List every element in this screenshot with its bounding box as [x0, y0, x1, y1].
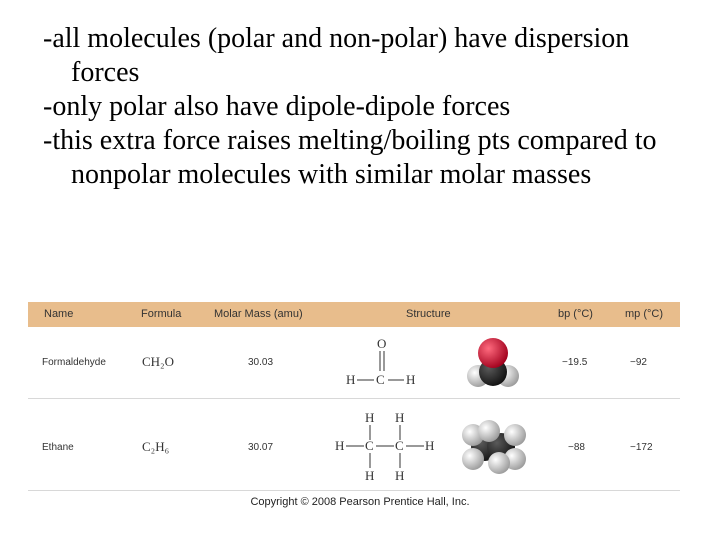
row-formula: CH₂O [142, 354, 174, 369]
row-mp: −92 [630, 357, 647, 368]
row-mp: −172 [630, 442, 653, 453]
svg-text:H: H [335, 438, 345, 453]
formaldehyde-structural-formula [340, 335, 420, 387]
row-molar-mass: 30.07 [248, 442, 274, 453]
svg-text:O: O [377, 336, 387, 351]
row-molar-mass: 30.03 [248, 357, 274, 368]
svg-text:H: H [406, 372, 416, 387]
table-header [28, 302, 680, 327]
header-formula: Formula [141, 308, 182, 320]
bullet-item: -all molecules (polar and non-polar) have dispersion forces [43, 23, 630, 88]
svg-text:H: H [395, 468, 405, 482]
table-row [28, 399, 680, 490]
header-name: Name [44, 308, 74, 320]
bullet-list [43, 22, 703, 192]
header-molar-mass: Molar Mass (amu) [214, 308, 303, 320]
svg-text:C: C [395, 438, 404, 453]
svg-text:H: H [346, 372, 356, 387]
svg-text:C: C [365, 438, 374, 453]
header-structure: Structure [406, 308, 451, 320]
svg-text:H: H [425, 438, 435, 453]
row-divider [28, 490, 680, 491]
row-name: Formaldehyde [42, 357, 106, 368]
svg-text:H: H [395, 410, 405, 425]
svg-text:C: C [376, 372, 385, 387]
header-mp: mp (°C) [625, 308, 664, 320]
row-formula: C₂H₆ [142, 439, 170, 454]
copyright-notice: Copyright © 2008 Pearson Prentice Hall, Inc. [250, 496, 470, 508]
formaldehyde-space-filling-model [464, 332, 524, 392]
bullet-item: -only polar also have dipole-dipole forces [43, 91, 511, 122]
bullet-item: -this extra force raises melting/boiling pts compared to nonpolar molecules with similar molar masses [43, 125, 657, 190]
ethane-structural-formula [332, 410, 436, 482]
row-bp: −88 [568, 442, 585, 453]
comparison-table [28, 302, 680, 492]
svg-text:H: H [365, 410, 375, 425]
row-bp: −19.5 [562, 357, 588, 368]
svg-text:H: H [365, 468, 375, 482]
header-bp: bp (°C) [558, 308, 593, 320]
row-name: Ethane [42, 442, 74, 453]
ethane-space-filling-model [458, 419, 530, 475]
